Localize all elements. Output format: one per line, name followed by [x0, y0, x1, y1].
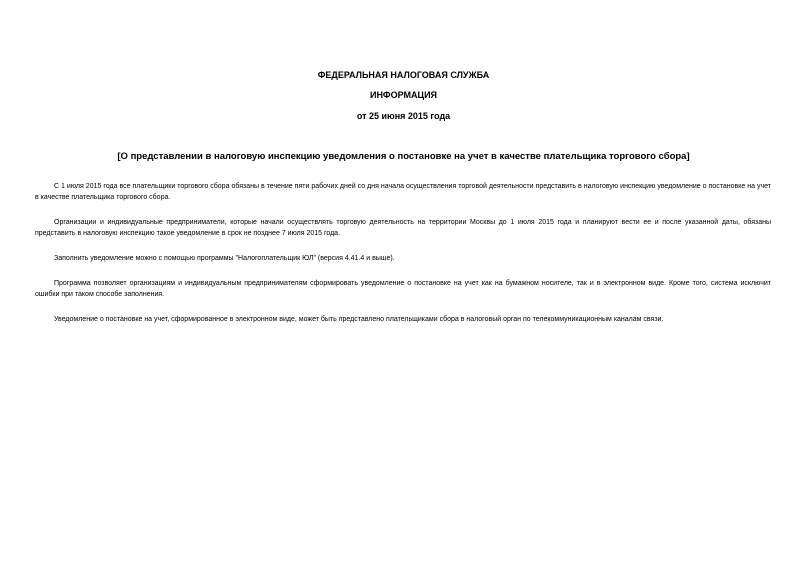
document-body — [35, 181, 771, 339]
paragraph-3: Заполнить уведомление можно с помощью программы "Налогоплательщик ЮЛ" (версия 4.41.4 и выше). — [54, 255, 395, 262]
paragraph-5: Уведомление о постановке на учет, сформированное в электронном виде, может быть представлено плательщиками сбора в налоговый орган по телекоммуникационным каналам связи. — [54, 316, 664, 323]
document-type: ИНФОРМАЦИЯ — [369, 90, 438, 100]
paragraph-4: Программа позволяет организациям и индивидуальным предпринимателям сформировать уведомление о постановке на учет как на бумажном носителе, так и в электронном виде. Кроме того, система исключит ошибки при таком способе заполнения. — [35, 280, 771, 298]
paragraph-2: Организации и индивидуальные предприниматели, которые начали осуществлять торговую деятельность на территории Москвы до 1 июля 2015 года и планируют вести ее и после указанной даты, обязаны представить в налоговую инспекцию такое уведомление в срок не позднее 7 июля 2015 года. — [35, 219, 771, 237]
agency-name: ФЕДЕРАЛЬНАЯ НАЛОГОВАЯ СЛУЖБА — [317, 70, 490, 80]
document-date: от 25 июня 2015 года — [356, 111, 451, 121]
document-title: [О представлении в налоговую инспекцию уведомления о постановке на учет в качестве плательщика торгового сбора] — [117, 151, 690, 162]
paragraph-1: С 1 июля 2015 года все плательщики торгового сбора обязаны в течение пяти рабочих дней со дня начала осуществления торговой деятельности представить в налоговую инспекцию уведомление о постановке на учет в качестве плательщика торгового сбора. — [35, 183, 771, 201]
